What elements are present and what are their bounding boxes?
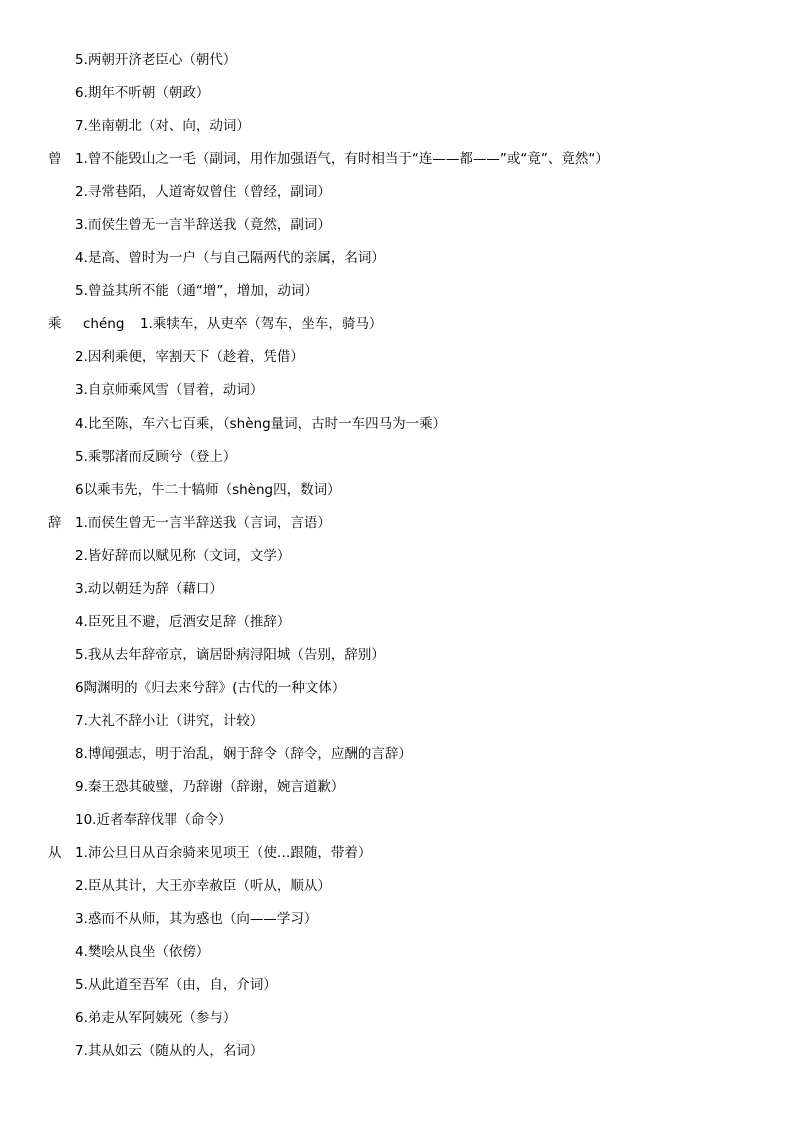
entry-text: 7.坐南朝北（对、向，动词）	[75, 118, 250, 135]
entry-text: 4.臣死且不避，卮酒安足辞（推辞）	[75, 613, 291, 630]
entry-line	[0, 113, 794, 146]
entry-text: 1.曾不能毁山之一毛（副词，用作加强语气，有时相当于“连——都——”或“竟”、竟然“）	[75, 151, 609, 168]
entry-text: 2.臣从其计，大王亦幸赦臣（听从，顺从）	[75, 878, 331, 895]
entry-line	[0, 873, 794, 906]
entry-text: 7.大礼不辞小让（讲究，计较）	[75, 712, 264, 729]
entry-text: 3.而侯生曾无一言半辞送我（竟然，副词）	[75, 217, 331, 234]
headword-line	[0, 146, 794, 179]
entry-line	[0, 972, 794, 1005]
entry-text: 3.自京师乘风雪（冒着，动词）	[75, 382, 264, 399]
headword-line	[0, 510, 794, 543]
entry-line	[0, 1038, 794, 1071]
entry-line	[0, 411, 794, 444]
entry-text: 9.秦王恐其破璧，乃辞谢（辞谢，婉言道歉）	[75, 779, 345, 796]
document-body	[0, 47, 794, 1071]
entry-line	[0, 708, 794, 741]
entry-text: 3.惑而不从师，其为惑也（向——学习）	[75, 911, 318, 928]
entry-line	[0, 675, 794, 708]
entry-line	[0, 245, 794, 278]
entry-line	[0, 47, 794, 80]
entry-text: 5.我从去年辞帝京，谪居卧病浔阳城（告别，辞别）	[75, 646, 385, 663]
headword-line	[0, 840, 794, 873]
entry-line	[0, 179, 794, 212]
entry-text: 5.曾益其所不能（通“增”，增加，动词）	[75, 283, 318, 300]
entry-text: 6.期年不听朝（朝政）	[75, 85, 210, 102]
entry-text: 2.寻常巷陌，人道寄奴曾住（曾经，副词）	[75, 184, 331, 201]
entry-text: 4.樊哙从良坐（依傍）	[75, 944, 210, 961]
entry-line	[0, 609, 794, 642]
entry-text: 1.沛公旦日从百余骑来见项王（使…跟随，带着）	[75, 845, 372, 862]
entry-text: 2.因利乘便，宰割天下（趁着，凭借）	[75, 349, 304, 366]
entry-text: 3.动以朝廷为辞（藉口）	[75, 580, 223, 597]
entry-line	[0, 642, 794, 675]
headword: 从	[48, 845, 62, 862]
entry-text: 10.近者奉辞伐罪（命令）	[75, 812, 232, 829]
entry-text: 5.乘鄂渚而反顾兮（登上）	[75, 448, 237, 465]
headword: 曾	[48, 151, 62, 168]
entry-text: 6以乘韦先，牛二十犒师（shèng四，数词）	[75, 481, 341, 498]
entry-line	[0, 543, 794, 576]
entry-line	[0, 807, 794, 840]
entry-line	[0, 377, 794, 410]
entry-text: 5.两朝开济老臣心（朝代）	[75, 52, 237, 68]
entry-line	[0, 939, 794, 972]
entry-text: 6.弟走从军阿姨死（参与）	[75, 1010, 237, 1027]
entry-text: 1.而侯生曾无一言半辞送我（言词，言语）	[75, 514, 331, 531]
entry-line	[0, 444, 794, 477]
entry-text: 7.其从如云（随从的人，名词）	[75, 1043, 264, 1060]
entry-text: 4.是高、曾时为一户（与自己隔两代的亲属，名词）	[75, 250, 385, 267]
entry-line	[0, 906, 794, 939]
entry-line	[0, 774, 794, 807]
entry-line	[0, 576, 794, 609]
entry-line	[0, 1005, 794, 1038]
headword-line	[0, 311, 794, 344]
entry-text: 6陶渊明的《归去来兮辞》(古代的一种文体）	[75, 679, 346, 696]
entry-text: 1.乘犊车，从吏卒（驾车，坐车，骑马）	[140, 316, 383, 333]
entry-line	[0, 344, 794, 377]
entry-line	[0, 80, 794, 113]
headword: 辞	[48, 514, 62, 531]
entry-text: 4.比至陈，车六七百乘，（shèng量词，古时一车四马为一乘）	[75, 415, 447, 432]
headword-pinyin: chéng	[83, 316, 125, 333]
entry-line	[0, 212, 794, 245]
entry-line	[0, 278, 794, 311]
entry-line	[0, 477, 794, 510]
entry-text: 5.从此道至吾军（由，自，介词）	[75, 977, 277, 994]
headword: 乘	[48, 316, 62, 333]
entry-text: 2.皆好辞而以赋见称（文词，文学）	[75, 547, 291, 564]
entry-text: 8.博闻强志，明于治乱，娴于辞令（辞令，应酬的言辞）	[75, 745, 412, 762]
entry-line	[0, 741, 794, 774]
